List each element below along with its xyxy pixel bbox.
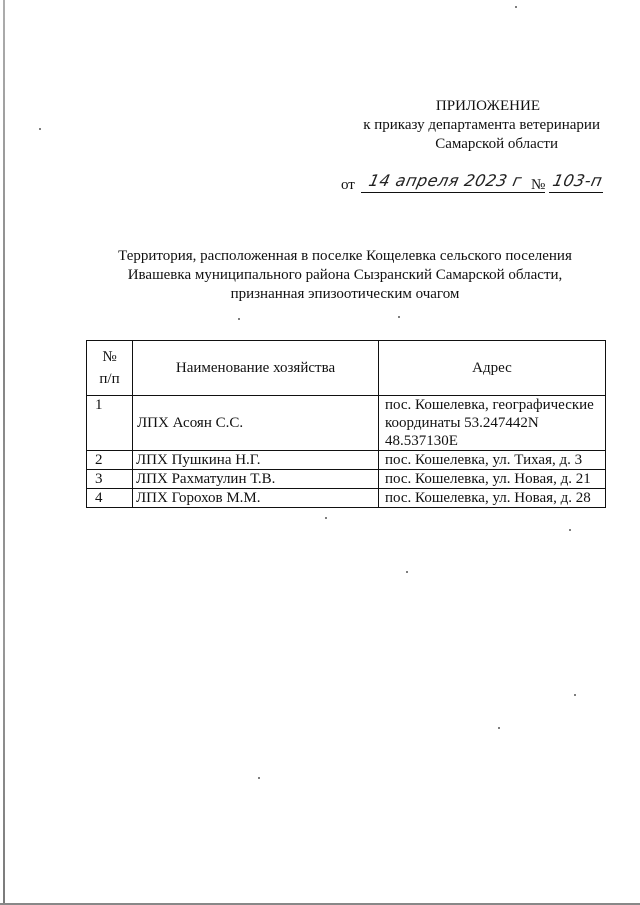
order-prefix: от bbox=[341, 177, 355, 193]
table-header-row bbox=[87, 341, 606, 396]
column-header-address: Адрес bbox=[379, 341, 606, 396]
number-sub: п/п bbox=[99, 371, 120, 387]
farm-address bbox=[379, 489, 606, 508]
scan-edge bbox=[3, 0, 5, 905]
column-header-number bbox=[87, 341, 133, 396]
row-number: 4 bbox=[87, 489, 133, 508]
scan-speck bbox=[406, 571, 408, 573]
scan-speck bbox=[569, 529, 571, 531]
order-date-field bbox=[361, 172, 545, 193]
scan-speck bbox=[398, 316, 400, 318]
row-number: 2 bbox=[87, 451, 133, 470]
appendix-department-line: Самарской области bbox=[435, 136, 558, 152]
order-reference bbox=[341, 171, 605, 196]
order-number-sign: № bbox=[531, 177, 546, 193]
farm-address bbox=[379, 470, 606, 489]
address-line: координаты 53.247442N bbox=[385, 415, 539, 431]
farm-name: ЛПХ Пушкина Н.Г. bbox=[133, 451, 379, 470]
number-sign: № bbox=[102, 349, 117, 365]
address-line: 48.537130E bbox=[385, 433, 458, 449]
title-line: признанная эпизоотическим очагом bbox=[230, 286, 460, 302]
appendix-heading: ПРИЛОЖЕНИЕ bbox=[435, 98, 540, 114]
scan-speck bbox=[325, 517, 327, 519]
farm-name: ЛПХ Рахматулин Т.В. bbox=[133, 470, 379, 489]
scan-speck bbox=[238, 318, 240, 320]
table-row bbox=[87, 396, 606, 451]
scan-speck bbox=[574, 694, 576, 696]
row-number: 3 bbox=[87, 470, 133, 489]
title-line: Территория, расположенная в поселке Кощелевка сельского поселения bbox=[118, 248, 572, 264]
address-line: пос. Кошелевка, ул. Новая, д. 21 bbox=[385, 471, 591, 487]
address-line: пос. Кошелевка, ул. Тихая, д. 3 bbox=[385, 452, 583, 468]
table-body bbox=[87, 396, 606, 508]
row-number: 1 bbox=[87, 396, 133, 451]
scan-speck bbox=[498, 727, 500, 729]
farm-address bbox=[379, 396, 606, 451]
title-line: Ивашевка муниципального района Сызранский Самарской области, bbox=[127, 267, 563, 283]
column-header-name: Наименование хозяйства bbox=[133, 341, 379, 396]
handwritten-number: 103-п bbox=[550, 171, 605, 190]
appendix-order-line: к приказу департамента ветеринарии bbox=[363, 117, 600, 133]
table-row bbox=[87, 489, 606, 508]
scan-speck bbox=[258, 777, 260, 779]
farm-name: ЛПХ Асоян С.С. bbox=[133, 396, 379, 451]
order-number-field bbox=[549, 172, 603, 193]
handwritten-date: 14 апреля 2023 г bbox=[366, 171, 524, 190]
farm-name: ЛПХ Горохов М.М. bbox=[133, 489, 379, 508]
document-title bbox=[90, 247, 600, 304]
farms-table bbox=[86, 340, 606, 508]
scan-speck bbox=[515, 6, 517, 8]
address-line: пос. Кошелевка, ул. Новая, д. 28 bbox=[385, 490, 591, 506]
farm-address bbox=[379, 451, 606, 470]
table-row bbox=[87, 470, 606, 489]
table-row bbox=[87, 451, 606, 470]
address-line: пос. Кошелевка, географические bbox=[385, 397, 594, 413]
appendix-header bbox=[300, 97, 600, 154]
scan-speck bbox=[39, 128, 41, 130]
